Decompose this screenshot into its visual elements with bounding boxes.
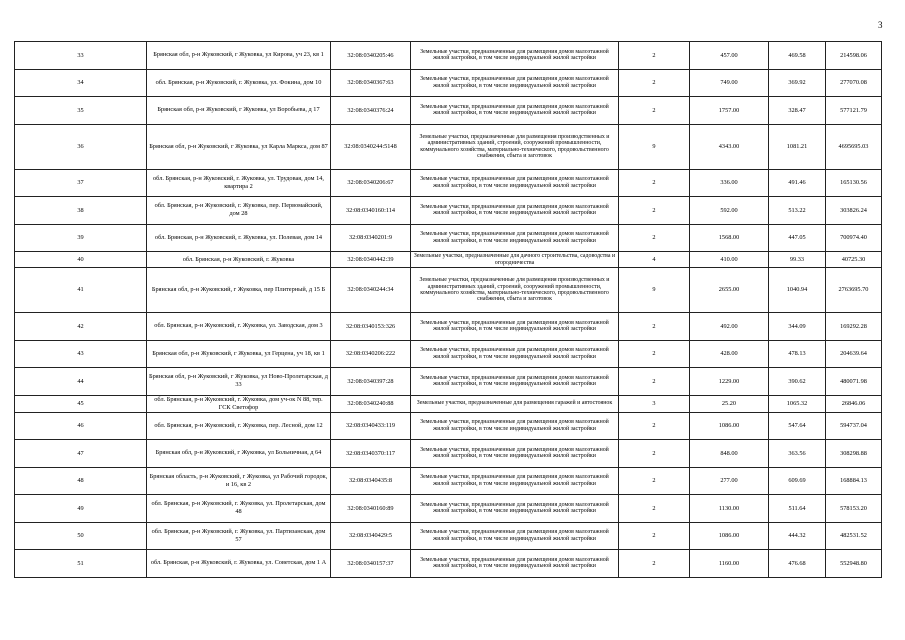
use-group-cell: 2	[619, 313, 690, 341]
cadastral-value-cell: 168884.13	[826, 467, 882, 495]
address-cell: обл. Брянская, р-н Жуковский, г. Жуковка, ул. Трудовая, дом 14, квартира 2	[147, 169, 331, 197]
cadastral-number-cell: 32:08:0340397:28	[331, 368, 411, 396]
address-cell: обл. Брянская, р-н Жуковский, г. Жуковка, ул. Советская, дом 1 А	[147, 550, 331, 578]
address-cell: Брянская обл, р-н Жуковский, г Жуковка, ул Больничная, д 64	[147, 440, 331, 468]
table-row	[15, 42, 882, 70]
row-number-cell: 42	[15, 313, 147, 341]
cadastral-value-cell: 578153.20	[826, 495, 882, 523]
use-group-cell: 2	[619, 368, 690, 396]
land-use-cell: Земельные участки, предназначенные для размещения домов малоэтажной жилой застройки, в том числе индивидуальной жилой застройки	[411, 467, 619, 495]
cadastral-number-cell: 32:08:0340435:8	[331, 467, 411, 495]
specific-value-cell: 1081.21	[769, 124, 826, 169]
area-cell: 492.00	[690, 313, 769, 341]
table-row	[15, 313, 882, 341]
table-row	[15, 252, 882, 268]
cadastral-value-cell: 577121.79	[826, 97, 882, 125]
area-cell: 336.00	[690, 169, 769, 197]
land-use-cell: Земельные участки, предназначенные для размещения производственных и административных зданий, строений, сооружений промышленности, коммунального хозяйства, материально-технического, продовольственного снабжения, сбыта и заготовок	[411, 268, 619, 313]
cadastral-number-cell: 32:08:0340442:39	[331, 252, 411, 268]
address-cell: обл. Брянская, р-н Жуковский, г. Жуковка, пер. Первомайский, дом 28	[147, 197, 331, 225]
cadastral-number-cell: 32:08:0340201:9	[331, 224, 411, 252]
use-group-cell: 9	[619, 268, 690, 313]
area-cell: 2655.00	[690, 268, 769, 313]
use-group-cell: 2	[619, 440, 690, 468]
specific-value-cell: 469.58	[769, 42, 826, 70]
cadastral-value-cell: 204639.64	[826, 340, 882, 368]
table-row	[15, 124, 882, 169]
land-use-cell: Земельные участки, предназначенные для размещения домов малоэтажной жилой застройки, в том числе индивидуальной жилой застройки	[411, 197, 619, 225]
specific-value-cell: 1040.94	[769, 268, 826, 313]
specific-value-cell: 1065.32	[769, 395, 826, 412]
specific-value-cell: 99.33	[769, 252, 826, 268]
cadastral-value-cell: 4695695.03	[826, 124, 882, 169]
area-cell: 4343.00	[690, 124, 769, 169]
cadastral-number-cell: 32:08:0340205:46	[331, 42, 411, 70]
row-number-cell: 47	[15, 440, 147, 468]
address-cell: Брянская обл, р-н Жуковский, г Жуковка, ул Ново-Пролетарская, д 33	[147, 368, 331, 396]
cadastral-value-cell: 214598.06	[826, 42, 882, 70]
table-row	[15, 467, 882, 495]
address-cell: Брянская обл, р-н Жуковский, г Жуковка, ул Герцена, уч 18, кв 1	[147, 340, 331, 368]
cadastral-value-cell: 594737.04	[826, 412, 882, 440]
area-cell: 457.00	[690, 42, 769, 70]
area-cell: 749.00	[690, 69, 769, 97]
use-group-cell: 2	[619, 69, 690, 97]
table-row	[15, 169, 882, 197]
specific-value-cell: 513.22	[769, 197, 826, 225]
land-use-cell: Земельные участки, предназначенные для размещения домов малоэтажной жилой застройки, в том числе индивидуальной жилой застройки	[411, 69, 619, 97]
cadastral-number-cell: 32:08:0340160:89	[331, 495, 411, 523]
cadastral-number-cell: 32:08:0340160:114	[331, 197, 411, 225]
table-row	[15, 69, 882, 97]
address-cell: обл. Брянская, р-н Жуковский, г. Жуковка, ул. Заводская, дом 3	[147, 313, 331, 341]
land-use-cell: Земельные участки, предназначенные для размещения домов малоэтажной жилой застройки, в том числе индивидуальной жилой застройки	[411, 368, 619, 396]
row-number-cell: 33	[15, 42, 147, 70]
cadastral-value-cell: 165130.56	[826, 169, 882, 197]
row-number-cell: 34	[15, 69, 147, 97]
cadastral-value-cell: 482531.52	[826, 522, 882, 550]
cadastral-value-cell: 2763695.70	[826, 268, 882, 313]
land-use-cell: Земельные участки, предназначенные для размещения гаражей и автостоянок	[411, 395, 619, 412]
cadastral-number-cell: 32:08:0340376:24	[331, 97, 411, 125]
row-number-cell: 43	[15, 340, 147, 368]
land-use-cell: Земельные участки, предназначенные для размещения производственных и административных зданий, строений, сооружений промышленности, коммунального хозяйства, материально-технического, продовольственного снабжения, сбыта и заготовок	[411, 124, 619, 169]
specific-value-cell: 478.13	[769, 340, 826, 368]
cadastral-number-cell: 32:08:0340429:5	[331, 522, 411, 550]
area-cell: 428.00	[690, 340, 769, 368]
specific-value-cell: 476.68	[769, 550, 826, 578]
page-number: 3	[878, 20, 883, 30]
address-cell: Брянская область, р-н Жуковский, г Жуковка, ул Рабочий городок, и 16, кв 2	[147, 467, 331, 495]
address-cell: обл. Брянская, р-н Жуковский, г. Жуковка, дом уч-ок N 88, тер. ГСК Светофор	[147, 395, 331, 412]
row-number-cell: 44	[15, 368, 147, 396]
use-group-cell: 2	[619, 169, 690, 197]
table-row	[15, 412, 882, 440]
specific-value-cell: 511.64	[769, 495, 826, 523]
row-number-cell: 46	[15, 412, 147, 440]
area-cell: 277.00	[690, 467, 769, 495]
area-cell: 592.00	[690, 197, 769, 225]
cadastral-value-cell: 26846.06	[826, 395, 882, 412]
address-cell: Брянская обл, р-н Жуковский, г Жуковка, ул Воробьева, д 17	[147, 97, 331, 125]
area-cell: 848.00	[690, 440, 769, 468]
row-number-cell: 39	[15, 224, 147, 252]
cadastral-number-cell: 32:08:0340433:119	[331, 412, 411, 440]
table-row	[15, 197, 882, 225]
address-cell: обл. Брянская, р-н Жуковский, г. Жуковка, ул. Пролетарская, дом 48	[147, 495, 331, 523]
row-number-cell: 50	[15, 522, 147, 550]
use-group-cell: 2	[619, 550, 690, 578]
row-number-cell: 51	[15, 550, 147, 578]
cadastral-number-cell: 32:08:0340370:117	[331, 440, 411, 468]
table-row	[15, 522, 882, 550]
table-row	[15, 440, 882, 468]
land-parcels-table	[14, 41, 882, 578]
area-cell: 1757.00	[690, 97, 769, 125]
use-group-cell: 9	[619, 124, 690, 169]
specific-value-cell: 328.47	[769, 97, 826, 125]
cadastral-value-cell: 480071.98	[826, 368, 882, 396]
area-cell: 1229.00	[690, 368, 769, 396]
specific-value-cell: 491.46	[769, 169, 826, 197]
use-group-cell: 2	[619, 412, 690, 440]
area-cell: 1568.00	[690, 224, 769, 252]
specific-value-cell: 547.64	[769, 412, 826, 440]
land-use-cell: Земельные участки, предназначенные для размещения домов малоэтажной жилой застройки, в том числе индивидуальной жилой застройки	[411, 224, 619, 252]
area-cell: 25.20	[690, 395, 769, 412]
address-cell: обл. Брянская, р-н Жуковский, г. Жуковка	[147, 252, 331, 268]
specific-value-cell: 369.92	[769, 69, 826, 97]
cadastral-number-cell: 32:08:0340367:63	[331, 69, 411, 97]
use-group-cell: 2	[619, 97, 690, 125]
cadastral-value-cell: 169292.28	[826, 313, 882, 341]
table-row	[15, 340, 882, 368]
cadastral-value-cell: 40725.30	[826, 252, 882, 268]
table-row	[15, 268, 882, 313]
row-number-cell: 45	[15, 395, 147, 412]
cadastral-value-cell: 700974.40	[826, 224, 882, 252]
cadastral-number-cell: 32:08:0340244:34	[331, 268, 411, 313]
land-use-cell: Земельные участки, предназначенные для дачного строительства, садоводства и огородничества	[411, 252, 619, 268]
specific-value-cell: 390.62	[769, 368, 826, 396]
row-number-cell: 41	[15, 268, 147, 313]
use-group-cell: 4	[619, 252, 690, 268]
area-cell: 1160.00	[690, 550, 769, 578]
cadastral-value-cell: 303826.24	[826, 197, 882, 225]
land-use-cell: Земельные участки, предназначенные для размещения домов малоэтажной жилой застройки, в том числе индивидуальной жилой застройки	[411, 42, 619, 70]
land-use-cell: Земельные участки, предназначенные для размещения домов малоэтажной жилой застройки, в том числе индивидуальной жилой застройки	[411, 412, 619, 440]
cadastral-value-cell: 277070.08	[826, 69, 882, 97]
table-row	[15, 97, 882, 125]
row-number-cell: 36	[15, 124, 147, 169]
table-row	[15, 550, 882, 578]
use-group-cell: 2	[619, 197, 690, 225]
cadastral-number-cell: 32:08:0340153:326	[331, 313, 411, 341]
use-group-cell: 3	[619, 395, 690, 412]
area-cell: 1086.00	[690, 412, 769, 440]
address-cell: обл. Брянская, р-н Жуковский, г. Жуковка, пер. Лесной, дом 12	[147, 412, 331, 440]
area-cell: 1130.00	[690, 495, 769, 523]
land-use-cell: Земельные участки, предназначенные для размещения домов малоэтажной жилой застройки, в том числе индивидуальной жилой застройки	[411, 340, 619, 368]
row-number-cell: 37	[15, 169, 147, 197]
land-use-cell: Земельные участки, предназначенные для размещения домов малоэтажной жилой застройки, в том числе индивидуальной жилой застройки	[411, 495, 619, 523]
table-row	[15, 368, 882, 396]
table-row	[15, 495, 882, 523]
specific-value-cell: 609.69	[769, 467, 826, 495]
area-cell: 1086.00	[690, 522, 769, 550]
specific-value-cell: 444.32	[769, 522, 826, 550]
cadastral-number-cell: 32:08:0340240:88	[331, 395, 411, 412]
land-use-cell: Земельные участки, предназначенные для размещения домов малоэтажной жилой застройки, в том числе индивидуальной жилой застройки	[411, 169, 619, 197]
cadastral-number-cell: 32:08:0340157:37	[331, 550, 411, 578]
row-number-cell: 40	[15, 252, 147, 268]
address-cell: обл. Брянская, р-н Жуковский, г. Жуковка, ул. Партизанская, дом 57	[147, 522, 331, 550]
use-group-cell: 2	[619, 42, 690, 70]
land-use-cell: Земельные участки, предназначенные для размещения домов малоэтажной жилой застройки, в том числе индивидуальной жилой застройки	[411, 550, 619, 578]
cadastral-value-cell: 552948.80	[826, 550, 882, 578]
cadastral-number-cell: 32:08:0340206:222	[331, 340, 411, 368]
use-group-cell: 2	[619, 340, 690, 368]
land-use-cell: Земельные участки, предназначенные для размещения домов малоэтажной жилой застройки, в том числе индивидуальной жилой застройки	[411, 522, 619, 550]
address-cell: Брянская обл, р-н Жуковский, г Жуковка, ул Карла Маркса, дом 87	[147, 124, 331, 169]
address-cell: обл. Брянская, р-н Жуковский, г. Жуковка, ул. Полевая, дом 14	[147, 224, 331, 252]
use-group-cell: 2	[619, 495, 690, 523]
row-number-cell: 38	[15, 197, 147, 225]
table-body	[15, 42, 882, 578]
specific-value-cell: 344.09	[769, 313, 826, 341]
row-number-cell: 35	[15, 97, 147, 125]
address-cell: Брянская обл, р-н Жуковский, г Жуковка, ул Кирова, уч 23, кв 1	[147, 42, 331, 70]
area-cell: 410.00	[690, 252, 769, 268]
land-use-cell: Земельные участки, предназначенные для размещения домов малоэтажной жилой застройки, в том числе индивидуальной жилой застройки	[411, 440, 619, 468]
land-use-cell: Земельные участки, предназначенные для размещения домов малоэтажной жилой застройки, в том числе индивидуальной жилой застройки	[411, 313, 619, 341]
specific-value-cell: 447.05	[769, 224, 826, 252]
use-group-cell: 2	[619, 467, 690, 495]
row-number-cell: 48	[15, 467, 147, 495]
address-cell: Брянская обл, р-н Жуковский, г Жуковка, пер Плитерный, д 15 Б	[147, 268, 331, 313]
cadastral-value-cell: 308298.88	[826, 440, 882, 468]
address-cell: обл. Брянская, р-н Жуковский, г. Жуковка, ул. Фокина, дом 10	[147, 69, 331, 97]
table-row	[15, 224, 882, 252]
cadastral-number-cell: 32:08:0340206:67	[331, 169, 411, 197]
use-group-cell: 2	[619, 522, 690, 550]
land-use-cell: Земельные участки, предназначенные для размещения домов малоэтажной жилой застройки, в том числе индивидуальной жилой застройки	[411, 97, 619, 125]
cadastral-number-cell: 32:08:0340244:5148	[331, 124, 411, 169]
table-row	[15, 395, 882, 412]
row-number-cell: 49	[15, 495, 147, 523]
use-group-cell: 2	[619, 224, 690, 252]
specific-value-cell: 363.56	[769, 440, 826, 468]
